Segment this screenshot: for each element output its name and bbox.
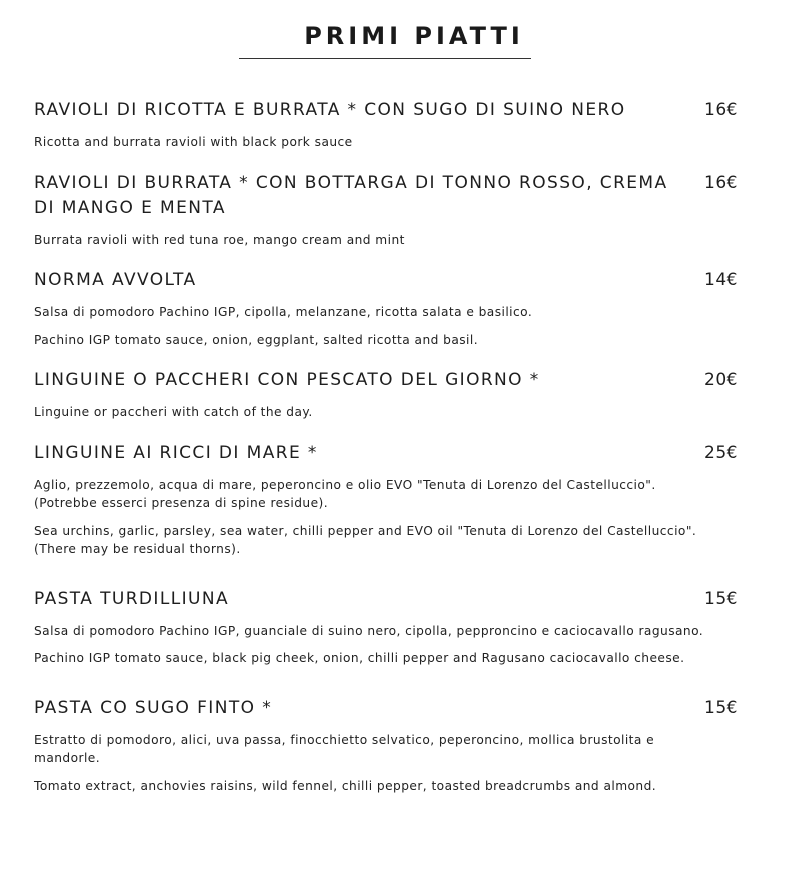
menu-item-name: PASTA CO SUGO FINTO * — [34, 697, 273, 718]
menu-item-description-en: Tomato extract, anchovies raisins, wild fennel, chilli pepper, toasted breadcrumbs and almond. — [34, 778, 657, 793]
menu-item-description: Linguine or paccheri with catch of the day. — [34, 405, 313, 419]
menu-item-description: Aglio, prezzemolo, acqua di mare, peperoncino e olio EVO "Tenuta di Lorenzo del Castelluccio". (Potrebbe esserci presenza di spine residue). — [34, 477, 656, 510]
menu-list — [34, 98, 746, 814]
page-title: PRIMI PIATTI — [304, 22, 524, 50]
menu-item-name: LINGUINE O PACCHERI CON PESCATO DEL GIORNO * — [34, 370, 540, 390]
menu-item-description-en: Pachino IGP tomato sauce, onion, eggplant, salted ricotta and basil. — [34, 332, 479, 347]
menu-item — [34, 368, 746, 422]
menu-item-name: PASTA TURDILLIUNA — [34, 588, 229, 609]
menu-item-name: NORMA AVVOLTA — [34, 270, 197, 290]
menu-item-description-en: Pachino IGP tomato sauce, black pig cheek, onion, chilli pepper and Ragusano caciocavallo cheese. — [34, 651, 685, 665]
menu-item-name: LINGUINE AI RICCI DI MARE * — [34, 442, 318, 463]
menu-item — [34, 268, 746, 349]
menu-item-description: Burrata ravioli with red tuna roe, mango cream and mint — [34, 232, 405, 247]
menu-item-description: Estratto di pomodoro, alici, uva passa, finocchietto selvatico, peperoncino, mollica brustolita e mandorle. — [34, 732, 655, 765]
menu-item-price: 14€ — [704, 270, 738, 290]
menu-item-description: Salsa di pomodoro Pachino IGP, guanciale di suino nero, cipolla, pepproncino e caciocavallo ragusano. — [34, 623, 704, 638]
menu-header — [0, 22, 798, 50]
menu-item-description-en: Sea urchins, garlic, parsley, sea water, chilli pepper and EVO oil "Tenuta di Lorenzo del Castelluccio". (There may be residual thorns). — [34, 523, 697, 556]
menu-item-description: Ricotta and burrata ravioli with black pork sauce — [34, 135, 353, 149]
menu-item-price: 20€ — [704, 370, 738, 390]
menu-item-name: RAVIOLI DI RICOTTA E BURRATA * CON SUGO DI SUINO NERO — [34, 100, 626, 120]
menu-item-price: 25€ — [704, 442, 738, 463]
menu-item-name: RAVIOLI DI BURRATA * CON BOTTARGA DI TONNO ROSSO, CREMA DI MANGO E MENTA — [34, 172, 668, 218]
menu-item-description: Salsa di pomodoro Pachino IGP, cipolla, melanzane, ricotta salata e basilico. — [34, 305, 533, 319]
title-divider — [239, 58, 531, 59]
menu-item — [34, 98, 746, 152]
menu-item — [34, 696, 746, 796]
menu-item — [34, 171, 746, 250]
menu-item-price: 15€ — [704, 697, 738, 718]
menu-item — [34, 441, 746, 559]
menu-item-price: 16€ — [704, 100, 738, 120]
menu-item-price: 15€ — [704, 588, 738, 609]
menu-item-price: 16€ — [704, 172, 738, 193]
menu-item — [34, 587, 746, 668]
